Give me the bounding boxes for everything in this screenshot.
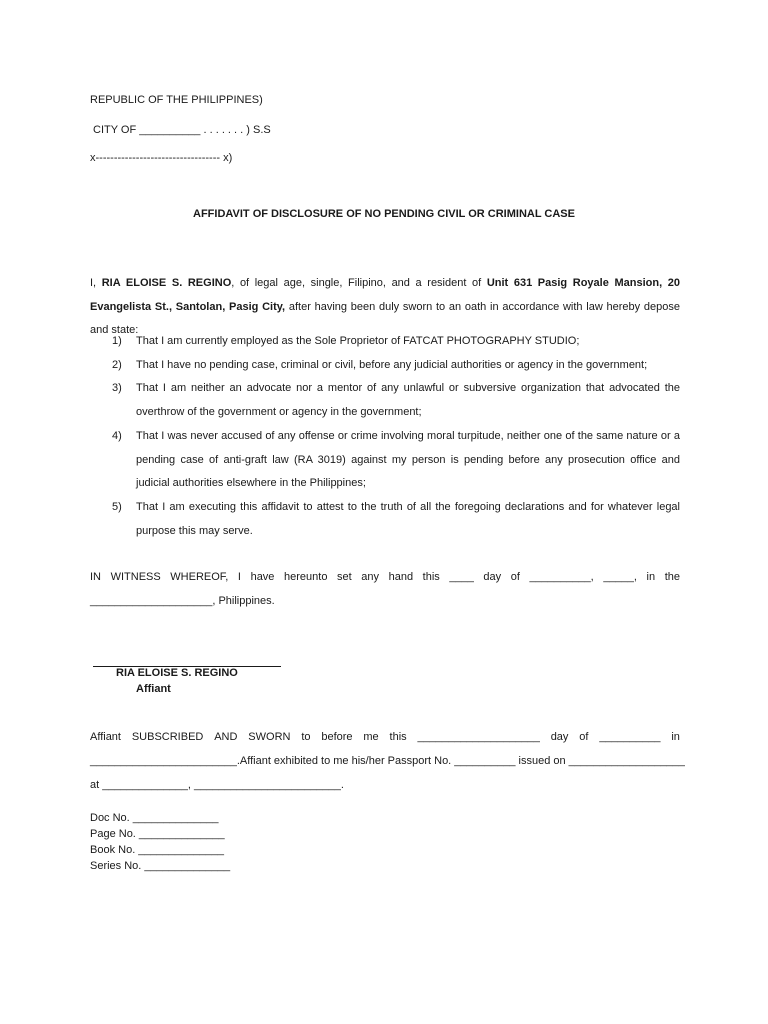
jurat-line-3: at ______________, ________________________. — [90, 779, 344, 791]
jurat-place-blank: ________________________. — [90, 755, 240, 767]
item-text: That I was never accused of any offense or crime involving moral turpitude, neither one of the same nature or a pending case of anti-graft law (RA 3019) against my person is pending before any prosecution office and judicial authorities elsewhere in the Philippines; — [136, 429, 680, 490]
jurat-word: Affiant — [90, 731, 121, 743]
jurat-line-1 — [90, 731, 680, 743]
affiant-name: RIA ELOISE S. REGINO — [101, 277, 232, 289]
item-number: 1) — [112, 335, 122, 347]
series-number: Series No. ______________ — [90, 860, 231, 872]
jurat-word: in — [671, 731, 680, 743]
intro-prefix: I, — [90, 277, 102, 289]
intro-middle: , of legal age, single, Filipino, and a resident of — [231, 277, 487, 289]
city-heading: CITY OF __________ . . . . . . . ) S.S — [93, 124, 271, 136]
affiant-address: Unit 631 Pasig Royale Mansion, 20 Evangelista St., Santolan, Pasig City, — [90, 277, 680, 313]
separator-line: x---------------------------------- x) — [90, 152, 233, 164]
item-number: 4) — [112, 429, 122, 442]
jurat-word: this — [389, 731, 407, 743]
signatory-role: Affiant — [136, 683, 171, 695]
list-item — [90, 330, 680, 354]
item-number: 5) — [112, 500, 122, 513]
list-item — [90, 496, 680, 543]
page-number: Page No. ______________ — [90, 828, 225, 840]
document-title: AFFIDAVIT OF DISCLOSURE OF NO PENDING CIVIL OR CRIMINAL CASE — [193, 208, 575, 220]
jurat-word: of — [579, 731, 589, 743]
item-text: That I have no pending case, criminal or civil, before any judicial authorities or agency in the government; — [136, 358, 648, 371]
item-number: 2) — [112, 358, 122, 371]
item-number: 3) — [112, 382, 122, 395]
jurat-passport-text: Affiant exhibited to me his/her Passport No. __________ issued on ___________________ — [239, 755, 685, 767]
list-item — [90, 425, 680, 496]
jurat-word: day — [550, 731, 569, 743]
item-text: That I am executing this affidavit to attest to the truth of all the foregoing declarations and for whatever legal purpose this may serve. — [136, 500, 680, 537]
jurat-line-2 — [90, 755, 685, 767]
signatory-name: RIA ELOISE S. REGINO — [116, 667, 238, 679]
jurat-word: me — [363, 731, 379, 743]
book-number: Book No. ______________ — [90, 844, 224, 856]
jurat-word: SWORN — [248, 731, 291, 743]
witness-paragraph: IN WITNESS WHEREOF, I have hereunto set any hand this ____ day of __________, _____, in the ____________________, Philippines. — [90, 571, 680, 607]
republic-heading: REPUBLIC OF THE PHILIPPINES) — [90, 94, 263, 106]
statements-list — [90, 330, 680, 543]
item-text: That I am neither an advocate nor a mentor of any unlawful or subversive organization that advocated the overthrow of the government or agency in the government; — [136, 382, 680, 419]
jurat-word: ____________________ — [417, 731, 540, 743]
jurat-word: before — [321, 731, 353, 743]
list-item — [90, 354, 680, 378]
jurat-word: __________ — [599, 731, 661, 743]
intro-suffix: after having been duly sworn to an oath in accordance with law hereby depose and state: — [90, 300, 680, 336]
list-item — [90, 377, 680, 424]
jurat-word: to — [301, 731, 311, 743]
item-text: That I am currently employed as the Sole Proprietor of FATCAT PHOTOGRAPHY STUDIO; — [136, 335, 580, 347]
doc-number: Doc No. ______________ — [90, 812, 219, 824]
jurat-word: SUBSCRIBED — [131, 731, 204, 743]
jurat-word: AND — [214, 731, 238, 743]
